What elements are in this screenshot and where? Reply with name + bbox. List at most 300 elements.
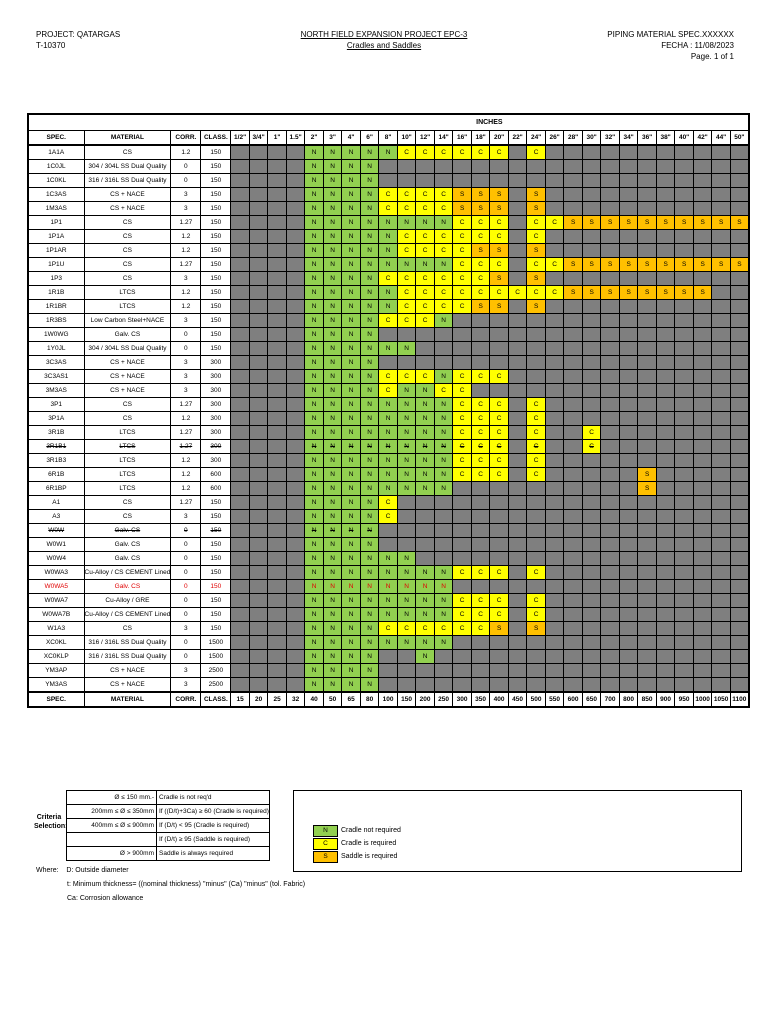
- size-cell-empty: [730, 174, 749, 188]
- size-cell-S: S: [582, 258, 601, 272]
- size-cell-empty: [656, 174, 675, 188]
- size-cell-empty: [730, 160, 749, 174]
- table-row: [28, 356, 749, 370]
- size-cell-C: C: [453, 230, 472, 244]
- spec-cell: 3C3AS1: [28, 370, 84, 384]
- size-cell-empty: [249, 286, 268, 300]
- size-cell-empty: [601, 160, 620, 174]
- size-cell-C: C: [490, 426, 509, 440]
- size-cell-empty: [564, 608, 583, 622]
- size-cell-N: N: [360, 216, 379, 230]
- size-cell-empty: [656, 314, 675, 328]
- size-cell-empty: [490, 580, 509, 594]
- size-cell-empty: [249, 580, 268, 594]
- size-cell-empty: [416, 342, 435, 356]
- size-cell-C: C: [527, 566, 546, 580]
- size-cell-empty: [601, 538, 620, 552]
- size-cell-N: N: [379, 580, 398, 594]
- criteria-row: [67, 791, 269, 805]
- size-mm-footer: 32: [286, 692, 305, 707]
- size-cell-empty: [619, 552, 638, 566]
- size-cell-empty: [712, 440, 731, 454]
- size-cell-empty: [434, 160, 453, 174]
- size-cell-S: S: [471, 244, 490, 258]
- size-cell-N: N: [360, 412, 379, 426]
- class-cell: 1500: [201, 636, 231, 650]
- size-cell-empty: [638, 300, 657, 314]
- size-cell-N: N: [397, 636, 416, 650]
- size-cell-N: N: [305, 356, 324, 370]
- size-cell-empty: [249, 384, 268, 398]
- size-cell-empty: [490, 538, 509, 552]
- size-cell-empty: [712, 370, 731, 384]
- size-cell-N: N: [416, 426, 435, 440]
- size-cell-empty: [564, 566, 583, 580]
- size-cell-empty: [582, 412, 601, 426]
- size-cell-C: C: [490, 412, 509, 426]
- size-cell-C: C: [471, 440, 490, 454]
- size-cell-empty: [693, 510, 712, 524]
- size-cell-empty: [730, 426, 749, 440]
- table-row: [28, 202, 749, 216]
- size-cell-empty: [434, 174, 453, 188]
- class-cell: 150: [201, 188, 231, 202]
- size-cell-empty: [545, 426, 564, 440]
- table-row: [28, 188, 749, 202]
- size-cell-N: N: [305, 342, 324, 356]
- spec-cell: W1A3: [28, 622, 84, 636]
- size-cell-C: C: [471, 258, 490, 272]
- size-cell-S: S: [638, 468, 657, 482]
- size-cell-N: N: [323, 468, 342, 482]
- size-cell-empty: [545, 440, 564, 454]
- size-cell-empty: [693, 188, 712, 202]
- size-cell-N: N: [305, 370, 324, 384]
- criteria-row: [67, 819, 269, 833]
- size-cell-empty: [730, 650, 749, 664]
- class-cell: 150: [201, 552, 231, 566]
- size-cell-empty: [490, 482, 509, 496]
- size-cell-N: N: [416, 398, 435, 412]
- material-cell: CS: [84, 510, 171, 524]
- corr-cell: 3: [171, 370, 201, 384]
- size-cell-empty: [286, 524, 305, 538]
- size-cell-empty: [564, 510, 583, 524]
- size-cell-empty: [268, 258, 287, 272]
- class-cell: 300: [201, 440, 231, 454]
- size-cell-S: S: [453, 188, 472, 202]
- material-cell: LTCS: [84, 286, 171, 300]
- size-cell-N: N: [397, 440, 416, 454]
- size-cell-N: N: [323, 650, 342, 664]
- size-cell-empty: [638, 580, 657, 594]
- size-cell-empty: [582, 454, 601, 468]
- table-row: [28, 216, 749, 230]
- size-cell-C: C: [490, 230, 509, 244]
- size-cell-N: N: [323, 356, 342, 370]
- size-cell-S: S: [656, 286, 675, 300]
- size-cell-S: S: [564, 286, 583, 300]
- size-cell-empty: [601, 272, 620, 286]
- size-cell-empty: [601, 468, 620, 482]
- size-cell-C: C: [453, 426, 472, 440]
- size-cell-empty: [656, 300, 675, 314]
- size-cell-C: C: [453, 398, 472, 412]
- footer-material: MATERIAL: [84, 692, 171, 707]
- size-cell-empty: [231, 202, 250, 216]
- size-cell-empty: [231, 538, 250, 552]
- corr-cell: 1.2: [171, 412, 201, 426]
- criteria-row: [67, 833, 269, 847]
- size-cell-empty: [508, 664, 527, 678]
- size-cell-empty: [490, 314, 509, 328]
- size-cell-empty: [712, 580, 731, 594]
- size-cell-empty: [268, 160, 287, 174]
- size-cell-empty: [638, 608, 657, 622]
- size-cell-N: N: [323, 496, 342, 510]
- size-cell-S: S: [564, 216, 583, 230]
- size-cell-N: N: [416, 636, 435, 650]
- size-inch-header: 12": [416, 131, 435, 146]
- size-cell-N: N: [342, 678, 361, 693]
- size-cell-empty: [619, 664, 638, 678]
- size-cell-empty: [527, 160, 546, 174]
- size-cell-S: S: [527, 188, 546, 202]
- size-cell-empty: [675, 174, 694, 188]
- size-cell-S: S: [693, 216, 712, 230]
- size-inch-header: 16": [453, 131, 472, 146]
- size-cell-empty: [268, 384, 287, 398]
- size-cell-empty: [619, 174, 638, 188]
- material-cell: LTCS: [84, 300, 171, 314]
- table-row: [28, 230, 749, 244]
- size-cell-empty: [231, 300, 250, 314]
- size-cell-N: N: [305, 244, 324, 258]
- spec-cell: 3M3AS: [28, 384, 84, 398]
- size-cell-S: S: [582, 286, 601, 300]
- legend-swatch: S: [313, 851, 338, 863]
- size-cell-N: N: [360, 356, 379, 370]
- size-cell-empty: [379, 664, 398, 678]
- size-cell-empty: [656, 398, 675, 412]
- size-cell-empty: [471, 580, 490, 594]
- size-cell-empty: [249, 482, 268, 496]
- size-cell-empty: [286, 384, 305, 398]
- size-cell-C: C: [490, 258, 509, 272]
- size-cell-empty: [508, 524, 527, 538]
- size-cell-empty: [730, 580, 749, 594]
- size-cell-empty: [231, 650, 250, 664]
- size-cell-empty: [231, 384, 250, 398]
- size-cell-empty: [730, 664, 749, 678]
- size-cell-empty: [656, 188, 675, 202]
- size-mm-footer: 25: [268, 692, 287, 707]
- size-cell-empty: [490, 664, 509, 678]
- size-cell-empty: [249, 566, 268, 580]
- size-cell-N: N: [305, 258, 324, 272]
- size-cell-empty: [730, 454, 749, 468]
- size-cell-empty: [268, 538, 287, 552]
- size-cell-empty: [231, 356, 250, 370]
- size-cell-empty: [508, 510, 527, 524]
- size-cell-N: N: [342, 636, 361, 650]
- size-cell-empty: [619, 608, 638, 622]
- size-cell-N: N: [342, 566, 361, 580]
- corr-cell: 0: [171, 552, 201, 566]
- size-cell-N: N: [360, 174, 379, 188]
- size-cell-N: N: [360, 202, 379, 216]
- size-cell-S: S: [638, 482, 657, 496]
- size-cell-empty: [471, 342, 490, 356]
- size-cell-empty: [693, 482, 712, 496]
- size-cell-S: S: [638, 286, 657, 300]
- size-cell-C: C: [416, 188, 435, 202]
- size-cell-empty: [286, 145, 305, 160]
- size-cell-empty: [231, 594, 250, 608]
- size-cell-empty: [730, 286, 749, 300]
- size-cell-empty: [434, 496, 453, 510]
- size-cell-N: N: [360, 384, 379, 398]
- size-cell-empty: [730, 300, 749, 314]
- size-cell-empty: [564, 160, 583, 174]
- size-cell-empty: [490, 342, 509, 356]
- size-cell-empty: [638, 174, 657, 188]
- class-cell: 150: [201, 566, 231, 580]
- size-cell-C: C: [453, 244, 472, 258]
- spec-cell: 1C0KL: [28, 174, 84, 188]
- size-cell-empty: [249, 188, 268, 202]
- size-cell-C: C: [527, 468, 546, 482]
- size-cell-empty: [545, 398, 564, 412]
- size-cell-empty: [249, 216, 268, 230]
- size-cell-empty: [564, 202, 583, 216]
- size-cell-empty: [286, 272, 305, 286]
- size-cell-N: N: [305, 594, 324, 608]
- size-cell-N: N: [305, 188, 324, 202]
- size-cell-empty: [619, 342, 638, 356]
- class-cell: 150: [201, 594, 231, 608]
- class-cell: 150: [201, 496, 231, 510]
- size-cell-N: N: [305, 314, 324, 328]
- size-cell-empty: [564, 650, 583, 664]
- size-cell-empty: [656, 384, 675, 398]
- header-left: [36, 29, 120, 51]
- table-row: [28, 145, 749, 160]
- size-cell-N: N: [342, 412, 361, 426]
- class-cell: 150: [201, 244, 231, 258]
- size-cell-C: C: [379, 188, 398, 202]
- size-cell-empty: [268, 608, 287, 622]
- size-cell-N: N: [360, 145, 379, 160]
- size-cell-empty: [730, 328, 749, 342]
- size-cell-N: N: [342, 524, 361, 538]
- table-row: [28, 608, 749, 622]
- size-cell-C: C: [471, 426, 490, 440]
- size-cell-empty: [268, 426, 287, 440]
- size-cell-empty: [638, 650, 657, 664]
- size-cell-C: C: [453, 370, 472, 384]
- size-cell-empty: [730, 636, 749, 650]
- spec-cell: W0WA5: [28, 580, 84, 594]
- size-cell-empty: [231, 482, 250, 496]
- size-cell-empty: [268, 594, 287, 608]
- size-cell-empty: [453, 664, 472, 678]
- size-cell-empty: [601, 328, 620, 342]
- table-row: [28, 678, 749, 693]
- size-mm-footer: 40: [305, 692, 324, 707]
- size-cell-N: N: [360, 580, 379, 594]
- size-cell-empty: [249, 538, 268, 552]
- size-mm-footer: 650: [582, 692, 601, 707]
- size-cell-empty: [471, 160, 490, 174]
- size-cell-N: N: [342, 342, 361, 356]
- size-cell-N: N: [360, 664, 379, 678]
- size-cell-empty: [582, 566, 601, 580]
- size-cell-empty: [268, 510, 287, 524]
- size-cell-empty: [231, 188, 250, 202]
- size-cell-C: C: [434, 145, 453, 160]
- size-cell-empty: [471, 510, 490, 524]
- size-inch-header: 14": [434, 131, 453, 146]
- size-cell-C: C: [527, 216, 546, 230]
- note-t: t: Minimum thickness= ((nominal thickness) "minus" (Ca) "minus" (tol. Fabric): [67, 881, 306, 888]
- size-cell-empty: [397, 496, 416, 510]
- size-mm-footer: 100: [379, 692, 398, 707]
- size-cell-C: C: [471, 622, 490, 636]
- size-cell-empty: [268, 328, 287, 342]
- size-cell-empty: [286, 174, 305, 188]
- class-cell: 300: [201, 426, 231, 440]
- size-cell-empty: [231, 552, 250, 566]
- size-cell-N: N: [416, 650, 435, 664]
- size-cell-empty: [545, 552, 564, 566]
- size-cell-empty: [564, 145, 583, 160]
- size-cell-empty: [656, 482, 675, 496]
- spec-cell: 1P1U: [28, 258, 84, 272]
- size-cell-empty: [249, 398, 268, 412]
- size-cell-empty: [712, 636, 731, 650]
- size-cell-N: N: [434, 454, 453, 468]
- table-row: [28, 384, 749, 398]
- size-cell-empty: [453, 636, 472, 650]
- legend-swatch: C: [313, 838, 338, 850]
- size-cell-N: N: [397, 216, 416, 230]
- size-cell-empty: [730, 552, 749, 566]
- size-cell-empty: [508, 496, 527, 510]
- size-cell-C: C: [471, 412, 490, 426]
- size-cell-S: S: [693, 258, 712, 272]
- size-cell-empty: [286, 258, 305, 272]
- size-mm-footer: 1050: [712, 692, 731, 707]
- table-row: [28, 636, 749, 650]
- corr-cell: 1.2: [171, 286, 201, 300]
- size-cell-empty: [619, 594, 638, 608]
- size-cell-empty: [730, 356, 749, 370]
- size-cell-empty: [675, 202, 694, 216]
- size-cell-N: N: [342, 244, 361, 258]
- size-cell-C: C: [416, 286, 435, 300]
- material-cell: LTCS: [84, 482, 171, 496]
- size-mm-footer: 200: [416, 692, 435, 707]
- size-cell-C: C: [471, 145, 490, 160]
- size-cell-empty: [268, 636, 287, 650]
- size-cell-empty: [397, 160, 416, 174]
- size-cell-empty: [638, 412, 657, 426]
- table-row: [28, 594, 749, 608]
- size-cell-empty: [601, 552, 620, 566]
- criteria-rule: Cradle is not req'd: [156, 791, 269, 804]
- size-inch-header: 2": [305, 131, 324, 146]
- size-cell-empty: [693, 608, 712, 622]
- size-cell-N: N: [305, 230, 324, 244]
- size-cell-empty: [619, 468, 638, 482]
- size-cell-empty: [730, 566, 749, 580]
- size-cell-N: N: [305, 440, 324, 454]
- size-cell-empty: [582, 145, 601, 160]
- size-cell-empty: [712, 342, 731, 356]
- size-cell-empty: [582, 272, 601, 286]
- size-cell-empty: [508, 202, 527, 216]
- size-cell-N: N: [305, 524, 324, 538]
- size-cell-empty: [545, 454, 564, 468]
- size-cell-empty: [434, 356, 453, 370]
- size-cell-S: S: [527, 622, 546, 636]
- class-cell: 150: [201, 216, 231, 230]
- spec-cell: A3: [28, 510, 84, 524]
- size-cell-C: C: [434, 272, 453, 286]
- size-cell-C: C: [471, 286, 490, 300]
- col-header-material: MATERIAL: [84, 131, 171, 146]
- spec-cell: W0W: [28, 524, 84, 538]
- size-cell-empty: [527, 636, 546, 650]
- size-mm-footer: 80: [360, 692, 379, 707]
- size-cell-S: S: [730, 258, 749, 272]
- size-cell-empty: [508, 552, 527, 566]
- size-cell-empty: [564, 370, 583, 384]
- size-cell-empty: [286, 482, 305, 496]
- size-cell-empty: [249, 552, 268, 566]
- material-cell: CS: [84, 145, 171, 160]
- size-cell-empty: [231, 426, 250, 440]
- class-cell: 300: [201, 356, 231, 370]
- size-cell-empty: [545, 384, 564, 398]
- size-cell-empty: [397, 678, 416, 693]
- size-cell-empty: [730, 370, 749, 384]
- size-cell-empty: [231, 230, 250, 244]
- spec-cell: XC0KLP: [28, 650, 84, 664]
- size-cell-S: S: [601, 216, 620, 230]
- size-cell-empty: [286, 594, 305, 608]
- size-cell-empty: [693, 398, 712, 412]
- size-cell-empty: [268, 314, 287, 328]
- size-cell-empty: [730, 342, 749, 356]
- size-cell-empty: [564, 664, 583, 678]
- size-cell-N: N: [342, 440, 361, 454]
- size-cell-N: N: [397, 454, 416, 468]
- size-cell-empty: [397, 650, 416, 664]
- size-cell-empty: [231, 314, 250, 328]
- size-cell-empty: [712, 244, 731, 258]
- size-cell-C: C: [397, 300, 416, 314]
- size-cell-empty: [582, 496, 601, 510]
- size-cell-empty: [564, 594, 583, 608]
- size-cell-N: N: [360, 468, 379, 482]
- size-cell-empty: [712, 384, 731, 398]
- size-cell-C: C: [471, 468, 490, 482]
- size-cell-empty: [638, 145, 657, 160]
- size-cell-empty: [582, 356, 601, 370]
- size-cell-empty: [545, 145, 564, 160]
